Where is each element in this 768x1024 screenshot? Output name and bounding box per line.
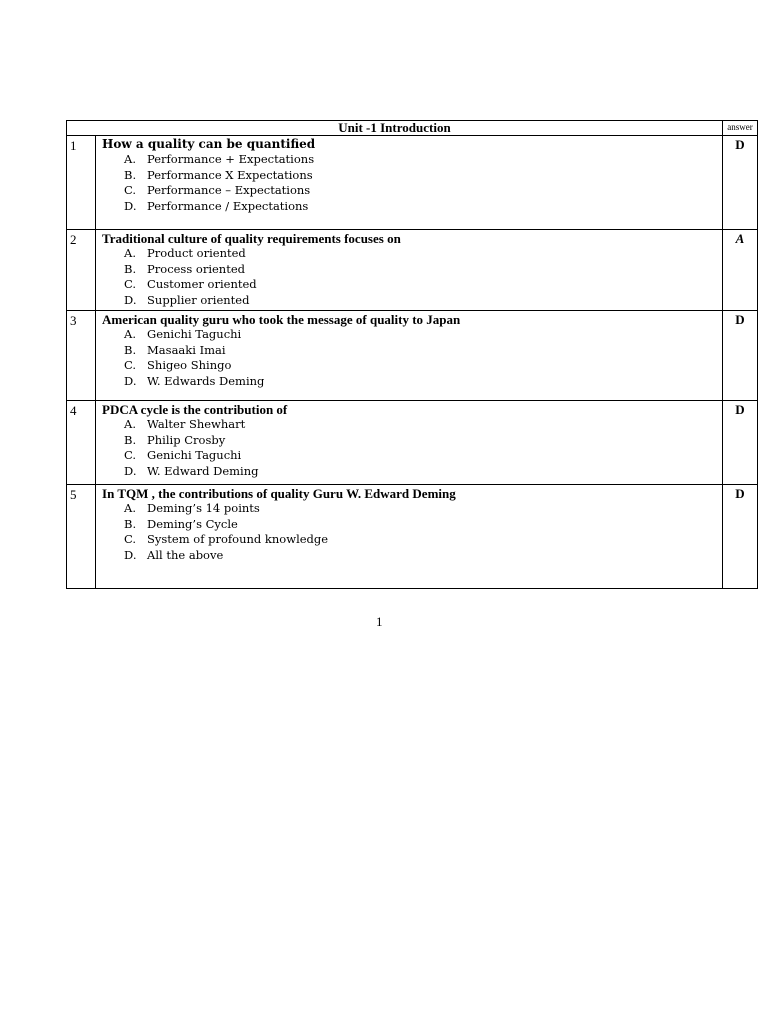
option-list [102,246,722,308]
option-item [124,293,722,309]
option-text: Masaaki Imai [147,342,226,357]
option-text: Walter Shewhart [147,417,246,431]
question-body [96,311,723,401]
option-letter: D. [124,463,137,478]
option-item [124,374,722,390]
option-item [124,464,722,480]
question-text: In TQM , the contributions of quality Guru W. Edward Deming [102,486,456,501]
answer-column-header: answer [722,121,757,136]
quiz-table [66,120,758,589]
option-text: Performance X Expectations [147,167,313,182]
option-item [124,277,722,293]
option-text: W. Edward Deming [147,463,259,478]
option-item [124,417,722,433]
option-letter: A. [124,417,136,431]
answer-cell: D [722,136,757,230]
option-text: Process oriented [147,261,245,276]
option-list [102,327,722,389]
option-letter: C. [124,358,137,372]
question-row [67,136,758,230]
option-letter: B. [124,342,137,357]
question-row [67,401,758,485]
question-body [96,230,723,311]
question-body [96,136,723,230]
question-text: How a quality can be quantified [102,137,316,151]
option-item [124,448,722,464]
answer-cell: A [722,230,757,311]
question-text: Traditional culture of quality requirements focuses on [102,231,401,246]
table-title: Unit -1 Introduction [67,121,723,136]
option-text: System of profound knowledge [147,532,329,546]
option-item [124,532,722,548]
option-item [124,327,722,343]
option-text: W. Edwards Deming [147,373,265,388]
option-letter: D. [124,198,137,213]
answer-cell: D [722,485,757,589]
option-letter: C. [124,532,137,546]
option-text: Supplier oriented [147,292,250,307]
option-text: Philip Crosby [147,432,226,447]
question-body [96,401,723,485]
question-text: PDCA cycle is the contribution of [102,402,288,417]
answer-cell: D [722,401,757,485]
option-text: Customer oriented [147,277,257,291]
option-letter: C. [124,183,137,197]
option-letter: B. [124,261,137,276]
option-letter: A. [124,327,136,341]
answer-cell: D [722,311,757,401]
option-item [124,246,722,262]
option-item [124,358,722,374]
option-item [124,343,722,359]
question-row [67,485,758,589]
option-text: Deming’s 14 points [147,501,260,515]
option-text: Genichi Taguchi [147,327,242,341]
option-item [124,262,722,278]
option-list [102,417,722,479]
option-item [124,501,722,517]
question-number: 2 [67,230,96,311]
option-text: Genichi Taguchi [147,448,242,462]
option-text: Performance / Expectations [147,198,309,213]
option-text: Shigeo Shingo [147,358,232,372]
option-letter: A. [124,246,136,260]
question-row [67,230,758,311]
option-text: Product oriented [147,246,246,260]
page-number: 1 [376,614,383,629]
option-item [124,433,722,449]
option-item [124,199,722,215]
option-letter: D. [124,373,137,388]
option-letter: C. [124,277,137,291]
question-row [67,311,758,401]
option-list [102,501,722,563]
option-list [102,152,722,214]
option-item [124,168,722,184]
option-letter: C. [124,448,137,462]
option-text: Deming’s Cycle [147,516,238,531]
option-letter: B. [124,516,137,531]
question-body [96,485,723,589]
option-text: Performance – Expectations [147,183,311,197]
option-item [124,548,722,564]
question-text: American quality guru who took the message of quality to Japan [102,312,461,327]
option-item [124,183,722,199]
question-number: 5 [67,485,96,589]
option-text: Performance + Expectations [147,152,315,166]
option-letter: D. [124,292,137,307]
option-text: All the above [147,547,224,562]
option-letter: D. [124,547,137,562]
option-letter: A. [124,152,136,166]
option-letter: B. [124,167,137,182]
question-number: 1 [67,136,96,230]
question-number: 3 [67,311,96,401]
option-letter: B. [124,432,137,447]
question-number: 4 [67,401,96,485]
option-letter: A. [124,501,136,515]
option-item [124,152,722,168]
option-item [124,517,722,533]
table-header-row [67,121,758,136]
